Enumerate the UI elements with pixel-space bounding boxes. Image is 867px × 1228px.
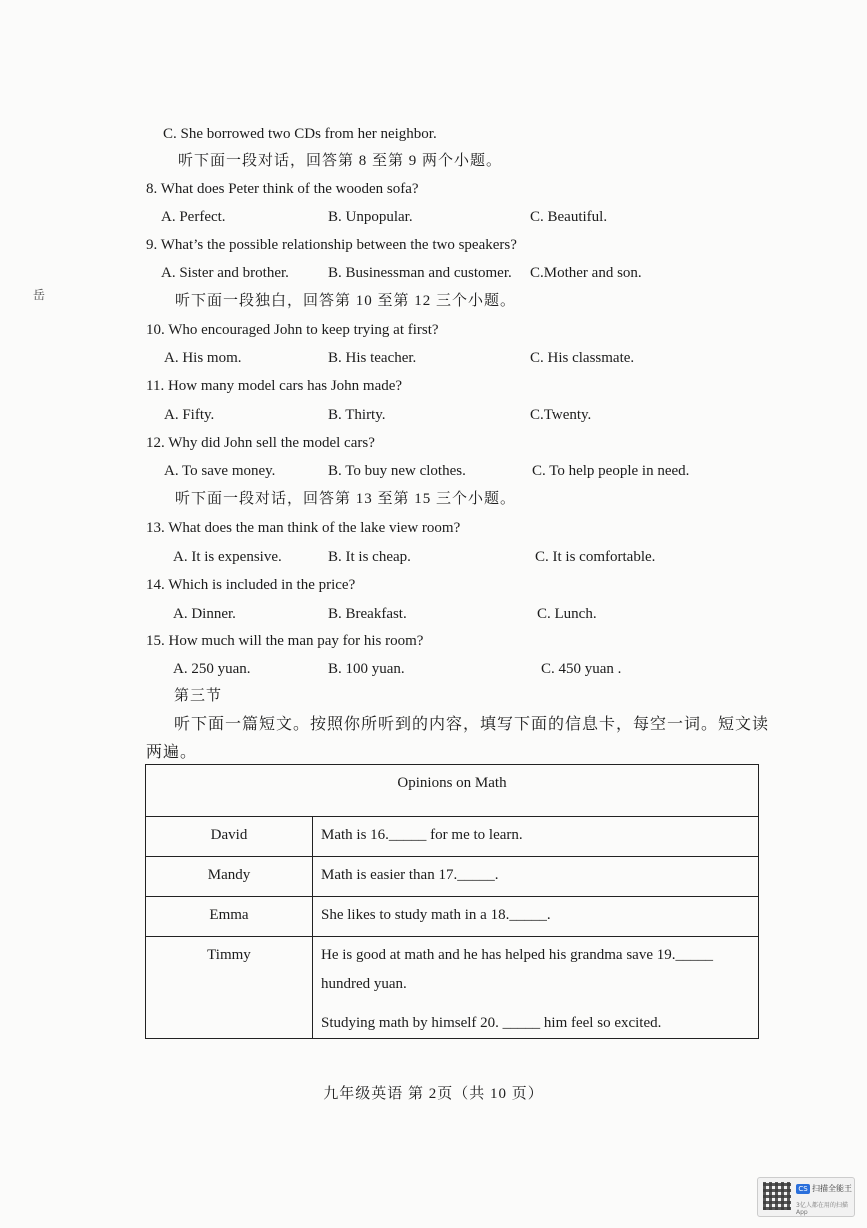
q10-option-a: A. His mom. [164,350,242,366]
instruction-q13-15: 听下面一段对话，回答第 13 至第 15 三个小题。 [175,491,517,507]
q11-option-b: B. Thirty. [328,407,386,423]
q9-option-a: A. Sister and brother. [161,265,289,281]
instruction-q8-9: 听下面一段对话，回答第 8 至第 9 两个小题。 [178,153,503,169]
row-text-line: He is good at math and he has helped his grandma save 19._____ [321,947,713,963]
section-3-instruction-cont: 两遍。 [146,744,198,761]
q14-option-c: C. Lunch. [537,606,597,622]
section-3-heading: 第三节 [174,688,223,704]
table-row [146,937,759,1039]
info-card-table [145,764,759,1039]
app-name: 扫描全能王 [812,1184,852,1193]
question-8: 8. What does Peter think of the wooden sofa? [146,181,419,197]
q13-option-b: B. It is cheap. [328,549,411,565]
app-logo: CS [796,1184,810,1194]
table-row [146,817,759,857]
q11-option-a: A. Fifty. [164,407,215,423]
q9-option-b: B. Businessman and customer. [328,265,512,281]
row-name: Emma [146,897,313,937]
q7-option-c: C. She borrowed two CDs from her neighbor. [163,126,437,142]
row-text: Math is easier than 17._____. [313,857,759,897]
question-15: 15. How much will the man pay for his room? [146,633,424,649]
row-text-line: Studying math by himself 20. _____ him feel so excited. [321,1015,662,1031]
app-tagline: 3亿人都在用的扫描App [796,1202,848,1216]
question-12: 12. Why did John sell the model cars? [146,435,375,451]
q14-option-b: B. Breakfast. [328,606,407,622]
q14-option-a: A. Dinner. [173,606,236,622]
q11-option-c: C.Twenty. [530,407,592,423]
section-3-instruction: 听下面一篇短文。按照你所听到的内容，填写下面的信息卡，每空一词。短文读 [174,716,770,733]
q15-option-c: C. 450 yuan . [541,661,622,677]
row-text [313,937,759,1039]
question-14: 14. Which is included in the price? [146,577,356,593]
q10-option-c: C. His classmate. [530,350,635,366]
page-footer: 九年级英语 第 2页（共 10 页） [323,1086,544,1102]
q12-option-a: A. To save money. [164,463,276,479]
table-caption: Opinions on Math [146,765,759,817]
row-text: Math is 16._____ for me to learn. [313,817,759,857]
question-11: 11. How many model cars has John made? [146,378,403,394]
row-name: David [146,817,313,857]
instruction-q10-12: 听下面一段独白，回答第 10 至第 12 三个小题。 [175,293,517,309]
question-10: 10. Who encouraged John to keep trying at first? [146,322,439,338]
q13-option-a: A. It is expensive. [173,549,282,565]
q8-option-c: C. Beautiful. [530,209,608,225]
row-name: Timmy [146,937,313,1039]
question-9: 9. What’s the possible relationship between the two speakers? [146,237,517,253]
q13-option-c: C. It is comfortable. [535,549,656,565]
q9-option-c: C.Mother and son. [530,265,642,281]
row-text-line: hundred yuan. [321,976,407,992]
scanner-watermark [757,1177,855,1217]
q8-option-b: B. Unpopular. [328,209,413,225]
q12-option-b: B. To buy new clothes. [328,463,466,479]
q10-option-b: B. His teacher. [328,350,417,366]
margin-mark: 岳 [33,288,46,302]
table-row [146,897,759,937]
row-name: Mandy [146,857,313,897]
q8-option-a: A. Perfect. [161,209,226,225]
q15-option-a: A. 250 yuan. [173,661,251,677]
q15-option-b: B. 100 yuan. [328,661,405,677]
row-text: She likes to study math in a 18._____. [313,897,759,937]
qr-code-icon [763,1182,791,1210]
table-row [146,857,759,897]
q12-option-c: C. To help people in need. [532,463,690,479]
question-13: 13. What does the man think of the lake view room? [146,520,461,536]
